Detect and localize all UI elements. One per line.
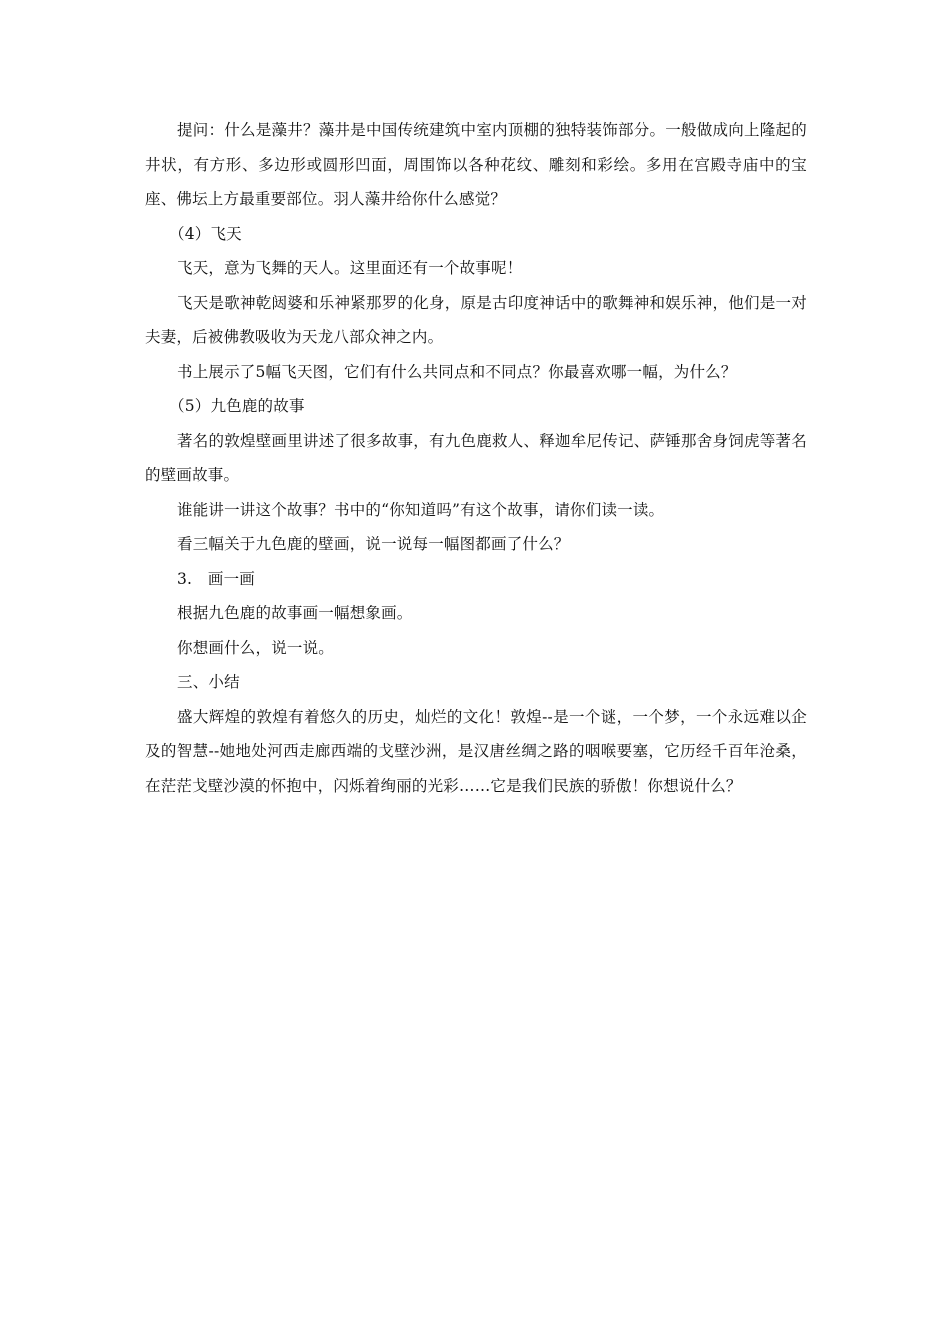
paragraph-apsaras-meaning: 飞天，意为飞舞的天人。这里面还有一个故事呢！ — [177, 259, 523, 277]
paragraph-tell-story: 谁能讲一讲这个故事？书中的“你知道吗”有这个故事，请你们读一读。 — [177, 500, 665, 519]
heading-nine-color-deer: （5）九色鹿的故事 — [169, 397, 305, 415]
paragraph-caisson-question: 提问：什么是藻井？藻井是中国传统建筑中室内顶棚的独特装饰部分。一般做成向上隆起的井状，有方形、多边形或圆形凹面，周围饰以各种花纹、雕刻和彩绘。多用在宫殿寺庙中的宝座、佛坛上方最重要部位。羽人藻井给你什么感觉？ — [145, 121, 807, 208]
paragraph-apsaras-question: 书上展示了5幅飞天图，它们有什么共同点和不同点？你最喜欢哪一幅，为什么？ — [177, 362, 737, 381]
heading-summary: 三、小结 — [177, 673, 240, 691]
paragraph-mural-stories: 著名的敦煌壁画里讲述了很多故事，有九色鹿救人、释迦牟尼传记、萨锤那舍身饲虎等著名的壁画故事。 — [145, 431, 807, 484]
paragraph-draw-task: 根据九色鹿的故事画一幅想象画。 — [177, 604, 413, 622]
paragraph-draw-question: 你想画什么，说一说。 — [177, 638, 335, 657]
paragraph-summary: 盛大辉煌的敦煌有着悠久的历史，灿烂的文化！敦煌--是一个谜，一个梦，一个永远难以企及的智慧--她地处河西走廊西端的戈壁沙洲，是汉唐丝绸之路的咽喉要塞，它历经千百年沧桑，在茫茫戈壁沙漠的怀抱中，闪烁着绚丽的光彩……它是我们民族的骄傲！你想说什么？ — [145, 707, 807, 795]
document-body — [145, 113, 807, 803]
paragraph-apsaras-origin: 飞天是歌神乾闼婆和乐神紧那罗的化身，原是古印度神话中的歌舞神和娱乐神，他们是一对夫妻，后被佛教吸收为天龙八部众神之内。 — [145, 293, 807, 346]
heading-flying-apsaras: （4）飞天 — [169, 224, 242, 243]
paragraph-three-murals: 看三幅关于九色鹿的壁画，说一说每一幅图都画了什么？ — [177, 535, 570, 553]
heading-draw: 3. 画一画 — [177, 569, 255, 588]
